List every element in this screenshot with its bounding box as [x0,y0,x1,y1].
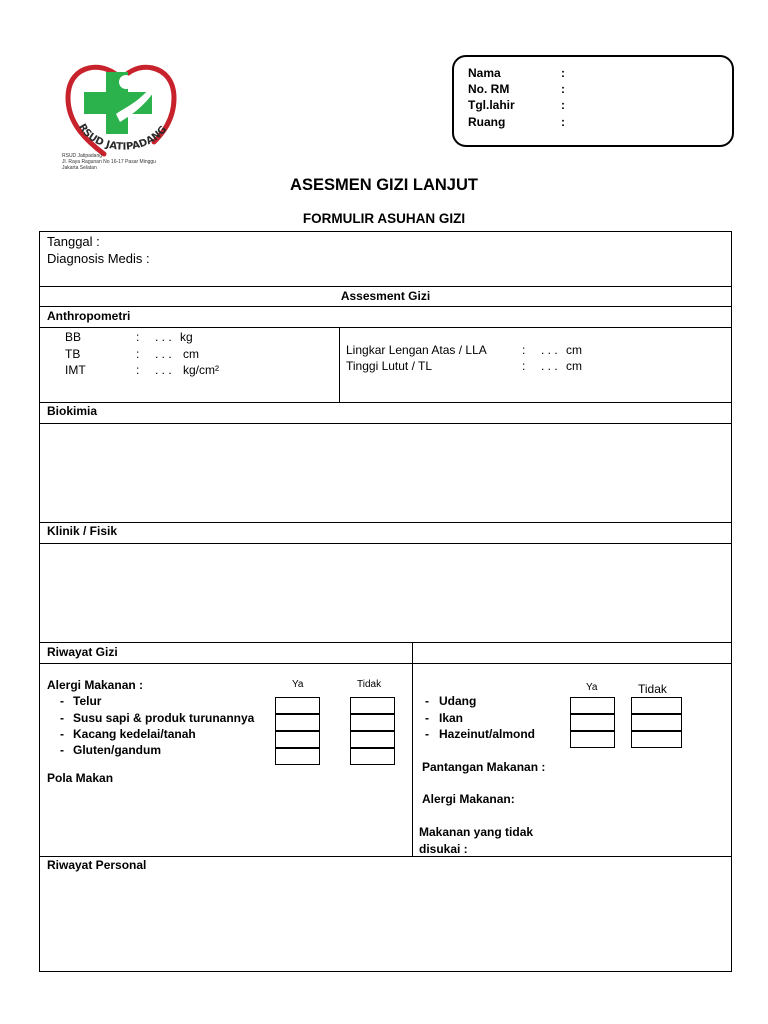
list-item-hazeinut: Hazeinut/almond [439,727,536,741]
list-bullet: - [60,694,64,708]
anthropometri-heading: Anthropometri [47,309,131,323]
list-bullet: - [425,694,429,708]
no-rm-label: No. RM [468,82,510,96]
row-divider [39,423,732,424]
ruang-colon: : [561,115,565,129]
checkbox-ikan-tidak[interactable] [631,714,682,731]
row-divider [39,522,732,523]
row-divider [39,663,732,664]
makanan-tidak-disukai-label-2: disukai : [419,842,468,856]
nama-label: Nama [468,66,501,80]
checkbox-hazeinut-tidak[interactable] [631,731,682,748]
imt-label: IMT [65,363,86,377]
tgl-lahir-label: Tgl.lahir [468,98,515,112]
ya-column-label: Ya [292,679,304,690]
document-subtitle: FORMULIR ASUHAN GIZI [302,211,466,226]
checkbox-ikan-ya[interactable] [570,714,615,731]
logo-address: RSUD Jatipadang Jl. Raya Ragunan No 16-17 Pasar Minggu Jakarta Selatan [62,153,156,171]
lla-label: Lingkar Lengan Atas / LLA [346,343,487,357]
list-bullet: - [60,743,64,757]
checkbox-gluten-tidak[interactable] [350,748,395,765]
patient-info-box [452,55,734,147]
tl-value: . . . [541,359,558,373]
checkbox-kacang-tidak[interactable] [350,731,395,748]
checkbox-kacang-ya[interactable] [275,731,320,748]
tl-unit: cm [566,359,582,373]
checkbox-hazeinut-ya[interactable] [570,731,615,748]
alergi-makanan-label: Alergi Makanan: [422,792,515,806]
tidak-column-label-right: Tidak [638,682,667,696]
row-divider [39,642,732,643]
checkbox-susu-ya[interactable] [275,714,320,731]
lla-value: . . . [541,343,558,357]
checkbox-udang-tidak[interactable] [631,697,682,714]
imt-colon: : [136,363,140,377]
ruang-label: Ruang [468,115,506,129]
logo-text: RSUD JATIPADANG [75,122,170,153]
row-divider [39,286,732,287]
row-divider [39,543,732,544]
alergi-makanan-title: Alergi Makanan : [47,678,144,692]
tb-label: TB [65,347,81,361]
list-bullet: - [425,727,429,741]
checkbox-gluten-ya[interactable] [275,748,320,765]
imt-value: . . . [155,363,172,377]
makanan-tidak-disukai-label-1: Makanan yang tidak [419,825,534,839]
list-bullet: - [60,711,64,725]
checkbox-telur-tidak[interactable] [350,697,395,714]
row-divider [39,327,732,328]
bb-value: . . . [155,330,172,344]
person-head-icon [119,75,133,89]
diagnosis-label: Diagnosis Medis : [47,251,150,266]
column-divider [412,642,413,856]
list-item-udang: Udang [439,694,477,708]
list-item-gluten: Gluten/gandum [73,743,161,757]
list-bullet: - [425,711,429,725]
riwayat-gizi-heading: Riwayat Gizi [47,645,118,659]
assessment-heading: Assesment Gizi [340,289,431,303]
ya-column-label-right: Ya [586,682,598,693]
checkbox-telur-ya[interactable] [275,697,320,714]
row-divider [39,856,732,857]
checkbox-udang-ya[interactable] [570,697,615,714]
imt-unit: kg/cm² [183,363,219,377]
nama-colon: : [561,66,565,80]
bb-colon: : [136,330,140,344]
tl-label: Tinggi Lutut / TL [346,359,433,373]
pantangan-makanan-label: Pantangan Makanan : [422,760,546,774]
tidak-column-label: Tidak [357,679,382,690]
checkbox-susu-tidak[interactable] [350,714,395,731]
document-title: ASESMEN GIZI LANJUT [290,176,478,194]
tgl-lahir-colon: : [561,98,565,112]
row-divider [39,306,732,307]
tl-colon: : [522,359,526,373]
list-item-telur: Telur [73,694,102,708]
riwayat-personal-heading: Riwayat Personal [47,858,147,872]
no-rm-colon: : [561,82,565,96]
bb-label: BB [65,330,82,344]
biokimia-heading: Biokimia [47,404,98,418]
list-item-susu: Susu sapi & produk turunannya [73,711,255,725]
tanggal-label: Tanggal : [47,234,100,249]
lla-unit: cm [566,343,582,357]
tb-unit: cm [183,347,199,361]
list-item-ikan: Ikan [439,711,464,725]
column-divider [339,327,340,402]
row-divider [39,402,732,403]
list-bullet: - [60,727,64,741]
list-item-kacang: Kacang kedelai/tanah [73,727,196,741]
klinik-heading: Klinik / Fisik [47,524,118,538]
tb-colon: : [136,347,140,361]
tb-value: . . . [155,347,172,361]
pola-makan-label: Pola Makan [47,771,114,785]
lla-colon: : [522,343,526,357]
bb-unit: kg [180,330,193,344]
